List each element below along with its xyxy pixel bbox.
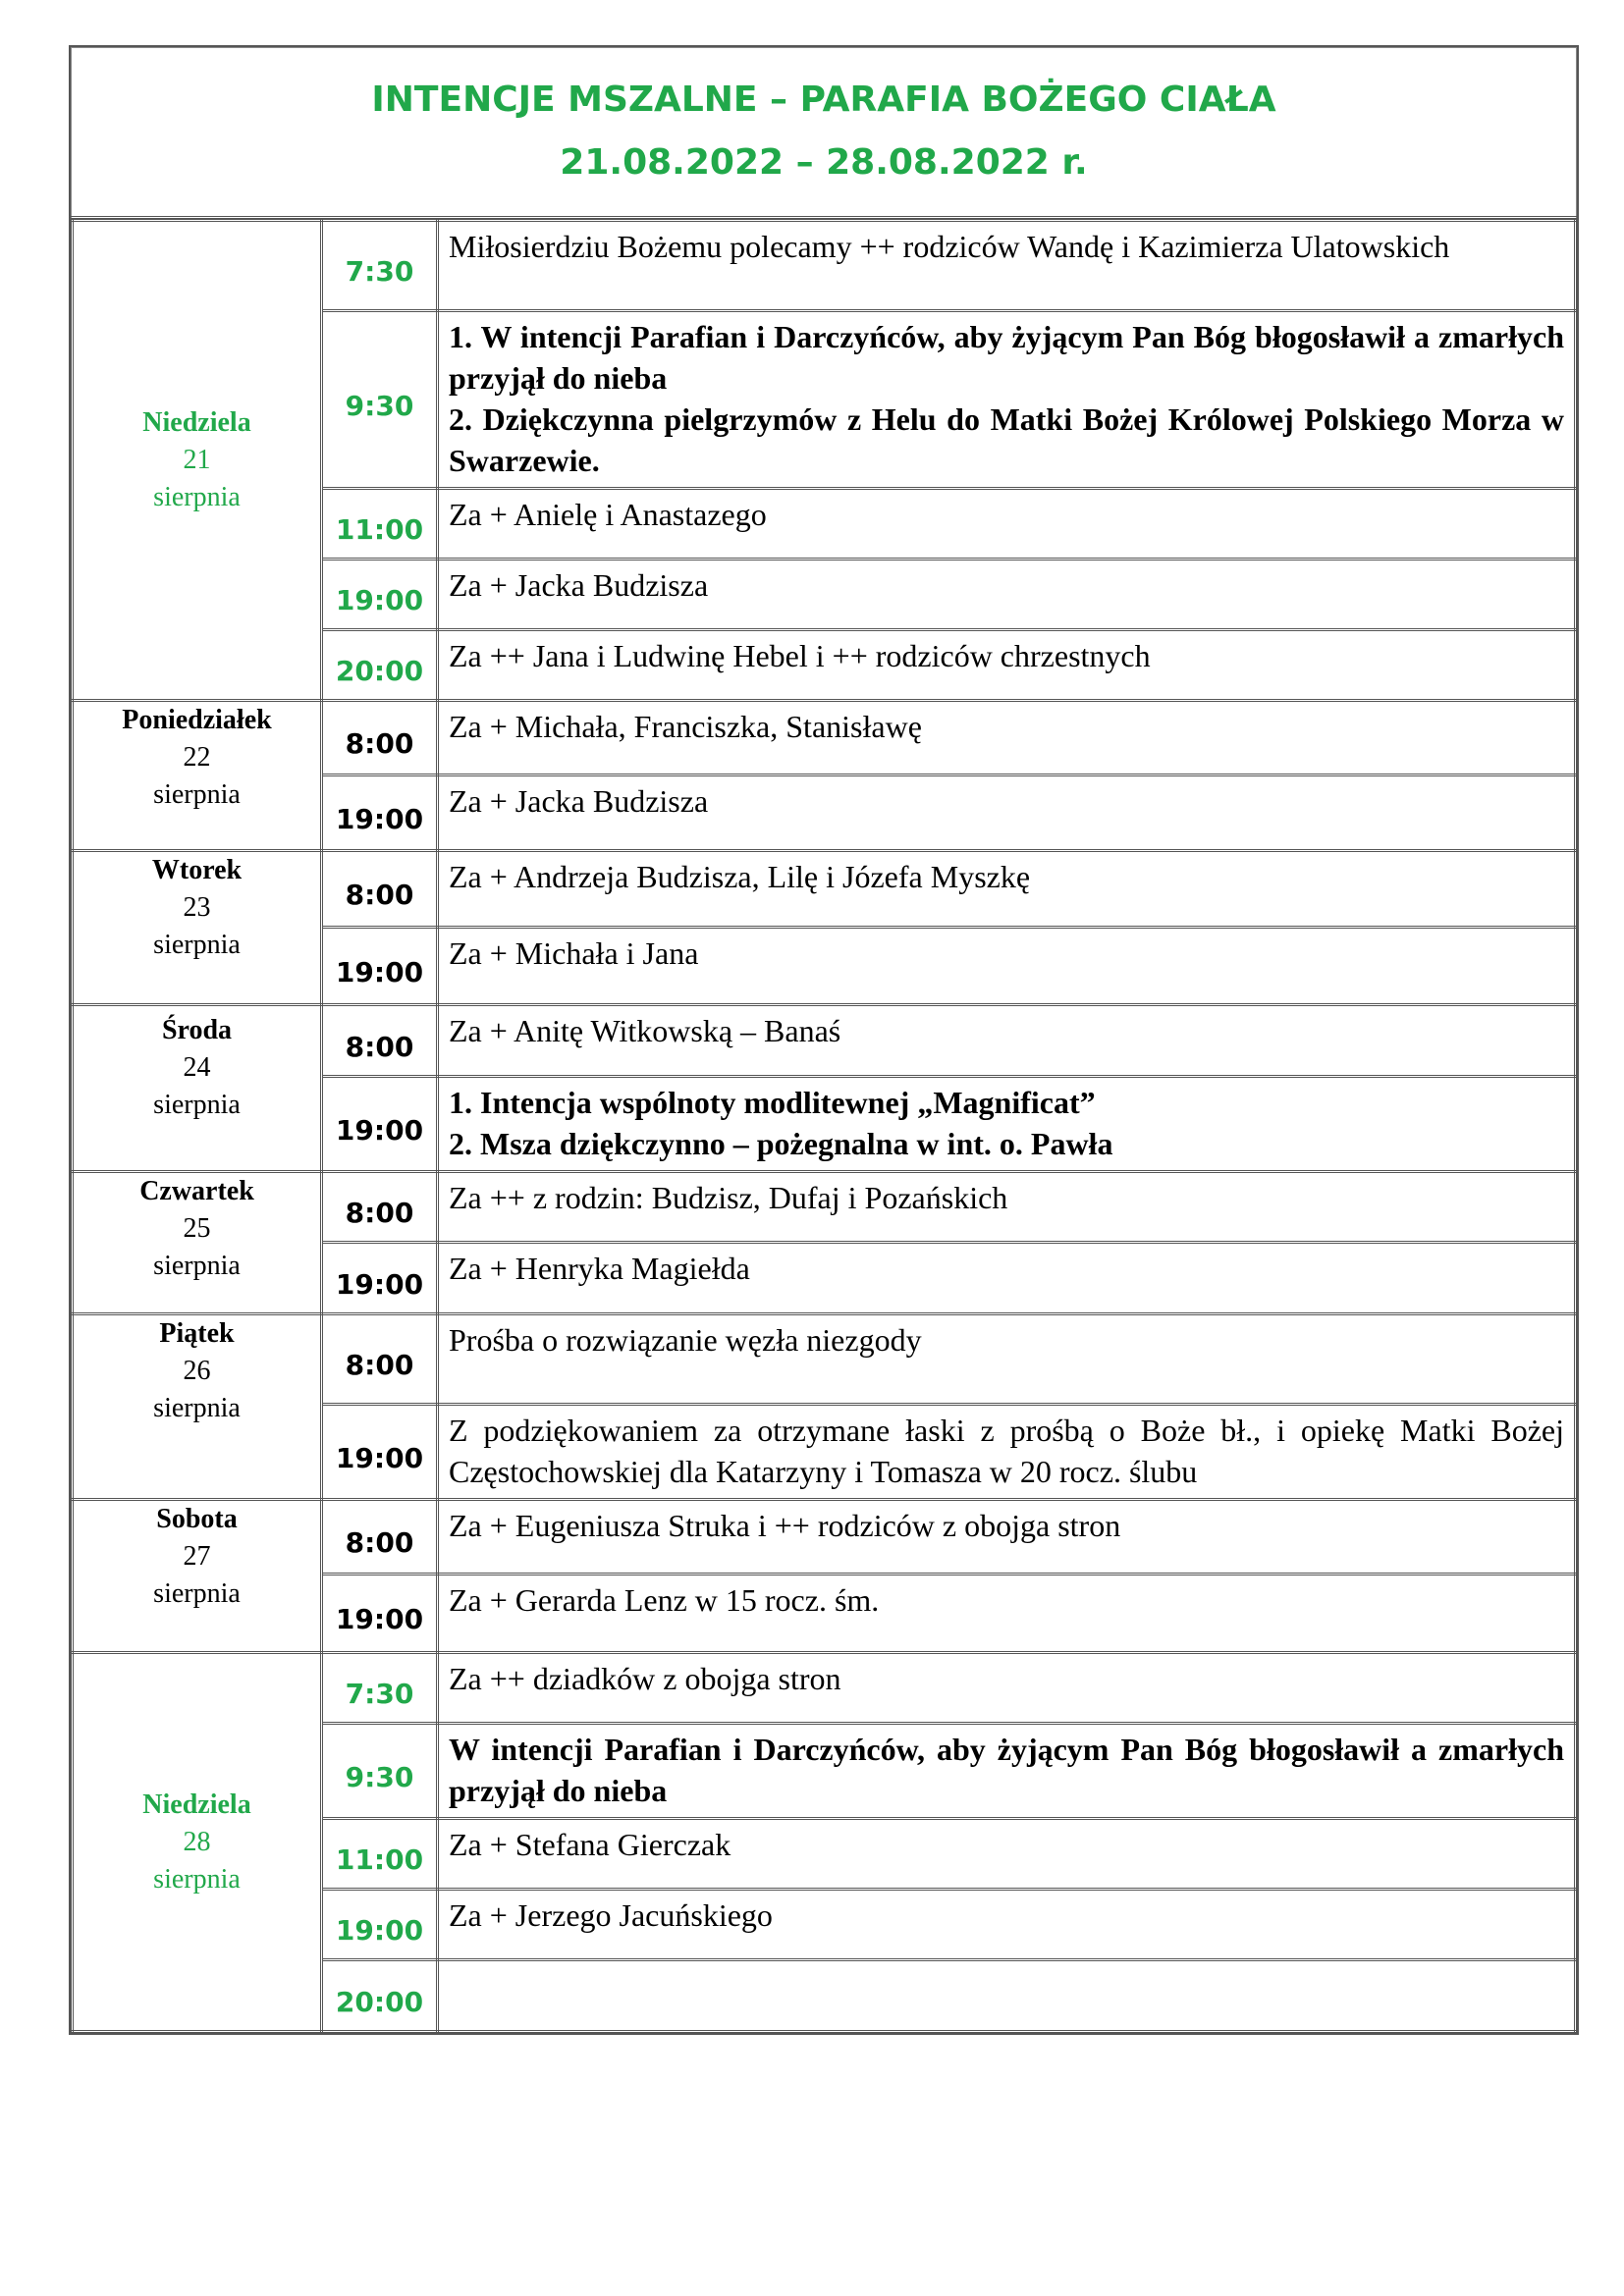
intention-text: Za + Andrzeja Budzisza, Lilę i Józefa Myszkę	[449, 859, 1031, 894]
intention-text: 2. Dziękczynna pielgrzymów z Helu do Matki Bożej Królowej Polskiego Morza w Swarzewie.	[449, 401, 1564, 478]
intention-text: Prośba o rozwiązanie węzła niezgody	[449, 1322, 922, 1358]
mass-intention-cell	[438, 221, 1576, 311]
intention-text: Za ++ Jana i Ludwinę Hebel i ++ rodziców chrzestnych	[449, 638, 1151, 673]
day-name: Poniedziałek	[122, 705, 272, 735]
day-month: sierpnia	[153, 930, 241, 960]
mass-time-cell	[322, 1960, 438, 2032]
day-name: Wtorek	[151, 855, 243, 885]
mass-time: 8:00	[345, 1526, 414, 1559]
mass-time: 7:30	[345, 255, 414, 288]
mass-time-cell	[322, 1500, 438, 1575]
mass-intention-cell	[438, 1653, 1576, 1724]
day-cell	[73, 1500, 322, 1653]
mass-time-cell	[322, 1005, 438, 1077]
day-date: 24	[183, 1052, 211, 1083]
mass-time-cell	[322, 1575, 438, 1653]
day-month: sierpnia	[153, 1578, 241, 1609]
intention-text: Za + Eugeniusza Struka i ++ rodziców z obojga stron	[449, 1508, 1121, 1543]
intention-text: Za + Jacka Budzisza	[449, 567, 709, 603]
mass-time-cell	[322, 928, 438, 1005]
mass-intention-cell	[438, 1077, 1576, 1172]
intention-text: Za + Gerarda Lenz w 15 rocz. śm.	[449, 1582, 880, 1618]
intention-text: Za + Anitę Witkowską – Banaś	[449, 1013, 841, 1048]
mass-time: 19:00	[335, 802, 424, 835]
mass-time-cell	[322, 1890, 438, 1960]
mass-intention-cell	[438, 560, 1576, 630]
mass-intention-cell	[438, 775, 1576, 851]
mass-time: 8:00	[345, 727, 414, 760]
mass-time-cell	[322, 1819, 438, 1890]
mass-time: 11:00	[335, 513, 424, 546]
mass-intention-cell	[438, 928, 1576, 1005]
day-date: 21	[183, 445, 211, 475]
mass-row	[73, 1005, 1576, 1077]
day-name: Sobota	[156, 1504, 238, 1534]
intention-text: Za + Michała, Franciszka, Stanisławę	[449, 709, 922, 744]
mass-time-cell	[322, 311, 438, 489]
day-month: sierpnia	[153, 779, 241, 810]
day-name: Piątek	[159, 1318, 235, 1349]
title-line-1: INTENCJE MSZALNE – PARAFIA BOŻEGO CIAŁA	[371, 80, 1276, 120]
mass-intention-cell	[438, 1960, 1576, 2032]
mass-time: 8:00	[345, 879, 414, 911]
mass-intention-cell	[438, 1005, 1576, 1077]
intention-text: 1. W intencji Parafian i Darczyńców, aby żyjącym Pan Bóg błogosławił a zmarłych przyjął do nieba	[449, 319, 1564, 396]
intention-text: Za + Anielę i Anastazego	[449, 497, 767, 532]
mass-intention-cell	[438, 1890, 1576, 1960]
mass-time: 19:00	[335, 1113, 424, 1147]
day-date: 26	[183, 1356, 211, 1386]
mass-time-cell	[322, 221, 438, 311]
day-date: 28	[183, 1826, 211, 1857]
mass-time-cell	[322, 1243, 438, 1314]
intention-text: Za + Jerzego Jacuńskiego	[449, 1897, 773, 1933]
mass-time-cell	[322, 1405, 438, 1500]
day-cell	[73, 1005, 322, 1172]
mass-time: 7:30	[345, 1678, 414, 1710]
day-month: sierpnia	[153, 482, 241, 512]
mass-intention-cell	[438, 1172, 1576, 1243]
day-name: Niedziela	[142, 407, 251, 438]
mass-time-cell	[322, 1724, 438, 1819]
mass-time: 19:00	[335, 955, 424, 988]
day-month: sierpnia	[153, 1393, 241, 1423]
mass-time: 9:30	[345, 389, 414, 422]
mass-time-cell	[322, 775, 438, 851]
mass-time: 19:00	[335, 584, 424, 616]
intention-text: Za ++ dziadków z obojga stron	[449, 1661, 841, 1696]
intention-text: 2. Msza dziękczynno – pożegnalna w int. o. Pawła	[449, 1126, 1113, 1161]
mass-time: 8:00	[345, 1349, 414, 1381]
day-name: Niedziela	[142, 1789, 251, 1820]
mass-time: 11:00	[335, 1843, 424, 1876]
mass-time: 19:00	[335, 1267, 424, 1301]
mass-time: 19:00	[335, 1603, 424, 1635]
title-line-2: 21.08.2022 – 28.08.2022 r.	[560, 142, 1088, 183]
mass-intention-cell	[438, 1724, 1576, 1819]
mass-row	[73, 1653, 1576, 1724]
intention-text: W intencji Parafian i Darczyńców, aby żyjącym Pan Bóg błogosławił a zmarłych przyjął do nieba	[449, 1732, 1564, 1808]
intention-text: Za + Michała i Jana	[449, 935, 699, 971]
day-month: sierpnia	[153, 1090, 241, 1120]
day-month: sierpnia	[153, 1251, 241, 1281]
mass-time-cell	[322, 630, 438, 701]
day-cell	[73, 1653, 322, 2032]
day-month: sierpnia	[153, 1863, 241, 1895]
mass-intention-cell	[438, 1575, 1576, 1653]
mass-intention-cell	[438, 1500, 1576, 1575]
intention-text: Z podziękowaniem za otrzymane łaski z prośbą o Boże bł., i opiekę Matki Bożej Częstochowskiej dla Katarzyny i Tomasza w 20 rocz. ślubu	[449, 1413, 1564, 1489]
mass-time-cell	[322, 560, 438, 630]
day-cell	[73, 701, 322, 851]
mass-row	[73, 851, 1576, 928]
day-name: Czwartek	[139, 1176, 254, 1206]
day-date: 23	[183, 892, 211, 923]
mass-intention-cell	[438, 630, 1576, 701]
mass-time: 19:00	[335, 1441, 424, 1474]
day-date: 25	[183, 1213, 211, 1244]
mass-time: 8:00	[345, 1030, 414, 1063]
mass-intention-cell	[438, 1243, 1576, 1314]
mass-intention-cell	[438, 1819, 1576, 1890]
mass-row	[73, 1500, 1576, 1575]
mass-time-cell	[322, 1653, 438, 1724]
day-cell	[73, 1172, 322, 1314]
mass-intention-cell	[438, 1314, 1576, 1405]
day-cell	[73, 221, 322, 701]
mass-time-cell	[322, 701, 438, 775]
mass-time: 20:00	[335, 655, 424, 687]
mass-time: 20:00	[335, 1985, 424, 2018]
mass-row	[73, 221, 1576, 311]
mass-time: 9:30	[345, 1760, 414, 1793]
mass-time-cell	[322, 851, 438, 928]
mass-intention-cell	[438, 1405, 1576, 1500]
mass-intention-cell	[438, 489, 1576, 560]
intention-text: Za + Henryka Magiełda	[449, 1251, 750, 1286]
intention-text: Za + Jacka Budzisza	[449, 783, 709, 819]
mass-intentions-table	[71, 219, 1577, 2033]
day-name: Środa	[161, 1015, 233, 1045]
intention-text: Miłosierdziu Bożemu polecamy ++ rodziców Wandę i Kazimierza Ulatowskich	[449, 229, 1450, 264]
mass-intention-cell	[438, 701, 1576, 775]
day-date: 22	[183, 742, 211, 773]
mass-intention-cell	[438, 311, 1576, 489]
intention-text: 1. Intencja wspólnoty modlitewnej „Magnificat”	[449, 1085, 1096, 1120]
intention-text: Za ++ z rodzin: Budzisz, Dufaj i Pozańskich	[449, 1180, 1008, 1215]
schedule-frame	[69, 45, 1579, 2035]
mass-row	[73, 1314, 1576, 1405]
page-title	[71, 47, 1577, 219]
mass-time-cell	[322, 1172, 438, 1243]
mass-time-cell	[322, 1314, 438, 1405]
intention-text: Za + Stefana Gierczak	[449, 1827, 731, 1862]
mass-time: 19:00	[335, 1914, 424, 1947]
mass-row	[73, 701, 1576, 775]
day-cell	[73, 851, 322, 1005]
mass-row	[73, 1172, 1576, 1243]
mass-time-cell	[322, 1077, 438, 1172]
mass-time: 8:00	[345, 1197, 414, 1229]
mass-time-cell	[322, 489, 438, 560]
day-cell	[73, 1314, 322, 1500]
day-date: 27	[183, 1541, 211, 1572]
mass-intention-cell	[438, 851, 1576, 928]
